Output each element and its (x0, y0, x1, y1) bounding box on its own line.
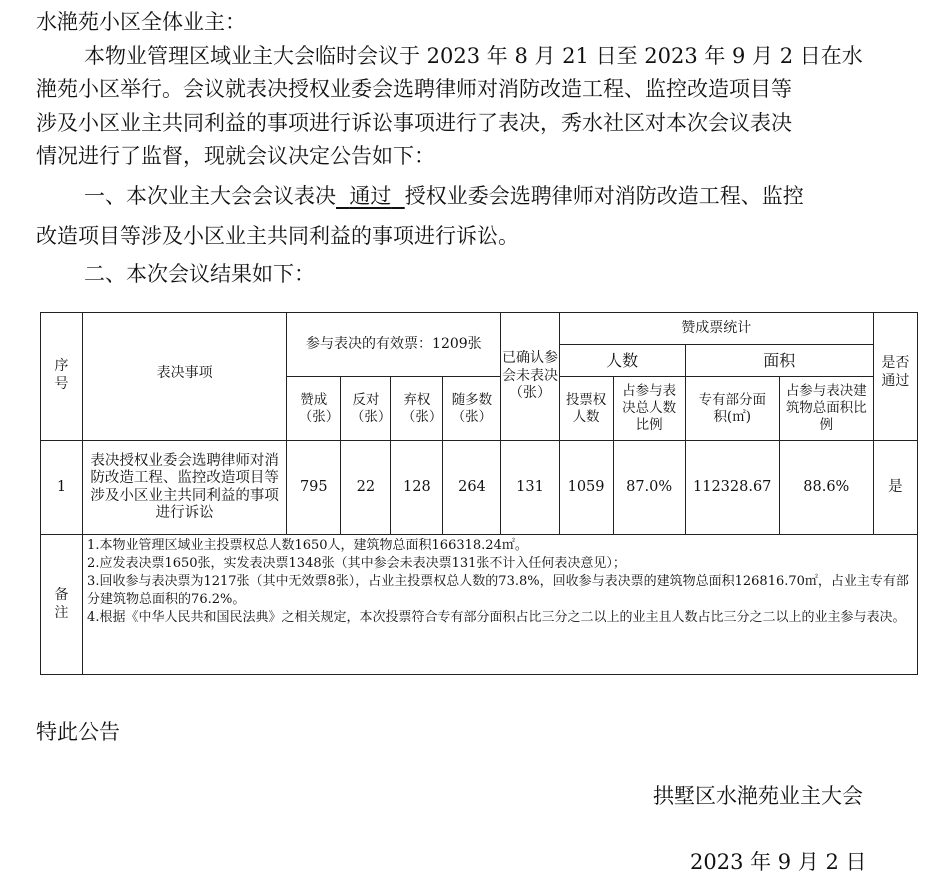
header-area-value: 专有部分面积(㎡) (685, 377, 779, 441)
cell-against: 22 (341, 441, 391, 535)
resolution-result: 通过 (349, 184, 392, 208)
intro-line: 本物业管理区域业主大会临时会议于 2023 年 8 月 21 日至 2023 年 9 月 2 日在水 (84, 44, 863, 68)
header-people: 人数 (559, 345, 685, 377)
cell-follow: 264 (443, 441, 501, 535)
note-item: 4.根据《中华人民共和国民法典》之相关规定，本次投票符合专有部分面积占比三分之二以上的业主且人数占比三分之二以上的业主参与表决。 (87, 609, 906, 625)
header-approve-stats: 赞成票统计 (559, 313, 873, 345)
note-item: 2.应发表决票1650张，实发表决票1348张（其中参会未表决票131张不计入任何表决意见）； (87, 555, 626, 571)
header-valid-votes: 参与表决的有效票：1209张 (287, 313, 501, 377)
header-against: 反对（张） (341, 377, 391, 441)
resolution-suffix: 授权业委会选聘律师对消防改造工程、监控 (404, 184, 804, 208)
header-pass: 是否通过 (873, 313, 917, 441)
cell-people-ratio: 87.0% (613, 441, 685, 535)
intro-line: 情况进行了监督，现就会议决定公告如下： (36, 144, 435, 168)
header-seq: 序号 (41, 313, 83, 441)
results-table (40, 312, 918, 675)
resolution-prefix: 一、本次业主大会会议表决 (84, 184, 336, 208)
intro-line: 涉及小区业主共同利益的事项进行诉讼事项进行了表决，秀水社区对本次会议表决 (36, 111, 792, 135)
cell-for: 795 (287, 441, 341, 535)
header-area: 面积 (685, 345, 873, 377)
cell-confirmed: 131 (501, 441, 559, 535)
header-voters: 投票权人数 (559, 377, 613, 441)
note-item: 1.本物业管理区域业主投票权总人数1650人，建筑物总面积166318.24㎡。 (87, 538, 528, 553)
header-abstain: 弃权（张） (391, 377, 443, 441)
header-item: 表决事项 (83, 313, 287, 441)
cell-area: 112328.67 (685, 441, 779, 535)
cell-item: 表决授权业委会选聘律师对消防改造工程、监控改造项目等涉及小区业主共同利益的事项进行诉讼 (83, 441, 287, 535)
salutation: 水滟苑小区全体业主： (36, 10, 246, 34)
cell-pass: 是 (873, 441, 917, 535)
resolution-item-1 (84, 180, 804, 210)
cell-seq: 1 (41, 441, 83, 535)
header-for: 赞成（张） (287, 377, 341, 441)
header-confirmed-not-voted: 已确认参会未表决（张） (501, 313, 559, 441)
note-item: 3.回收参与表决票为1217张（其中无效票8张），占业主投票权总人数的73.8%，回收参与表决票的建筑物总面积126816.70㎡，占业主专有部分建筑物总面积的76.2%。 (87, 573, 909, 607)
signature: 拱墅区水滟苑业主大会 (653, 784, 863, 808)
notes-label: 备注 (41, 535, 83, 675)
header-people-ratio: 占参与表决总人数比例 (613, 377, 685, 441)
notes (83, 535, 918, 675)
header-area-ratio: 占参与表决建筑物总面积比例 (779, 377, 873, 441)
header-follow: 随多数（张） (443, 377, 501, 441)
closing: 特此公告 (36, 720, 120, 744)
cell-area-ratio: 88.6% (779, 441, 873, 535)
date: 2023 年 9 月 2 日 (690, 850, 867, 874)
cell-voters: 1059 (559, 441, 613, 535)
intro-line: 滟苑小区举行。会议就表决授权业委会选聘律师对消防改造工程、监控改造项目等 (36, 77, 792, 101)
resolution-item-2: 二、本次会议结果如下： (84, 262, 315, 286)
table-row (41, 441, 918, 535)
resolution-item-1-cont: 改造项目等涉及小区业主共同利益的事项进行诉讼。 (36, 224, 519, 248)
cell-abstain: 128 (391, 441, 443, 535)
